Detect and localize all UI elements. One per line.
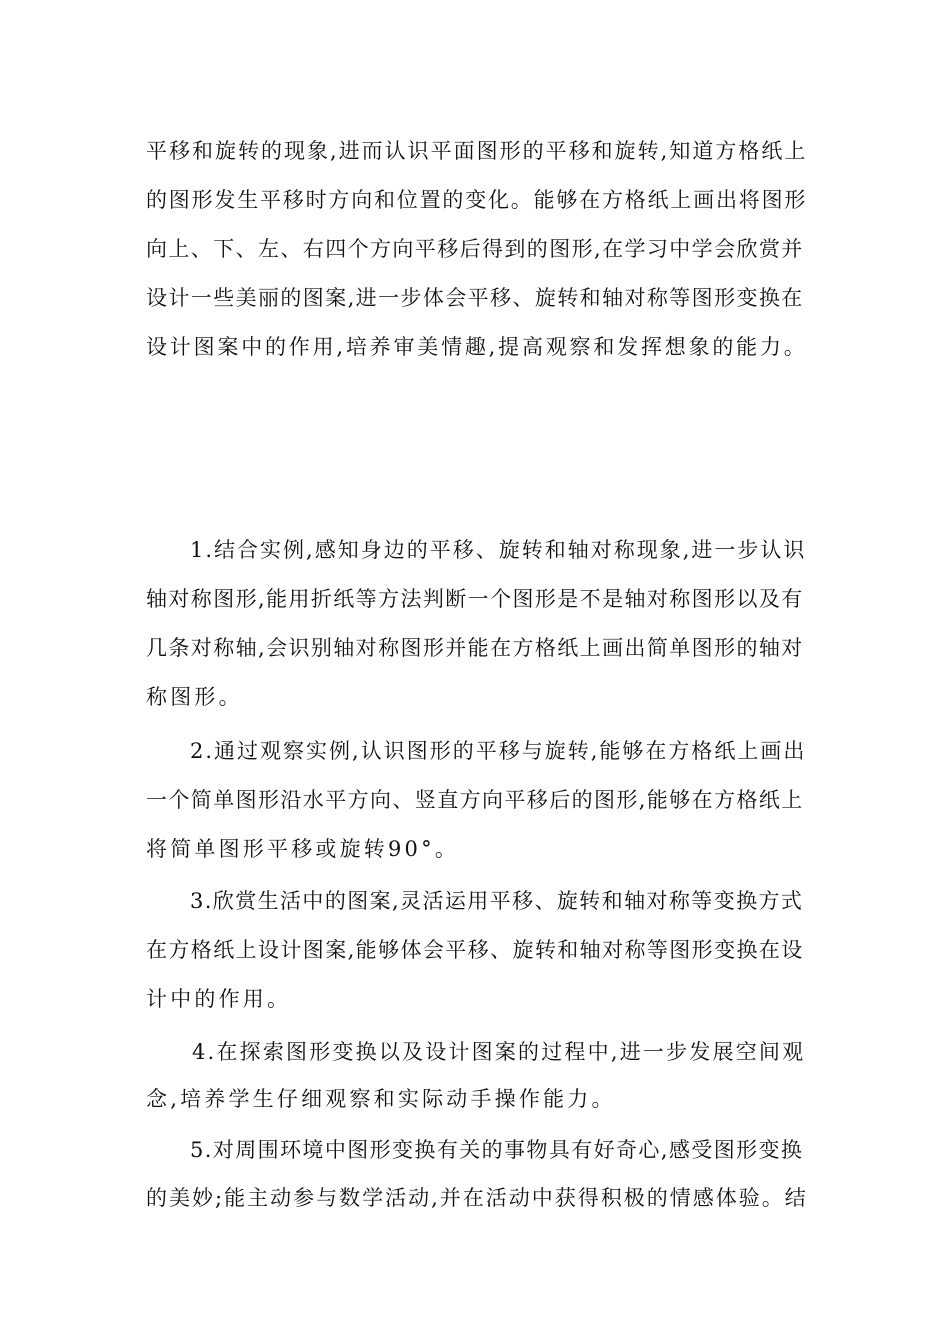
text-line: 称图形。 xyxy=(146,685,243,709)
text-line: 在方格纸上设计图案,能够体会平移、旋转和轴对称等图形变换在设 xyxy=(146,938,804,962)
text-line: 的图形发生平移时方向和位置的变化。能够在方格纸上画出将图形 xyxy=(146,188,808,212)
text-line: 向上、下、左、右四个方向平移后得到的图形,在学习中学会欣赏并 xyxy=(146,237,804,261)
text-line: 一个简单图形沿水平方向、竖直方向平移后的图形,能够在方格纸上 xyxy=(146,788,804,812)
text-line: 念,培养学生仔细观察和实际动手操作能力。 xyxy=(146,1087,616,1111)
text-line: 4.在探索图形变换以及设计图案的过程中,进一步发展空间观 xyxy=(192,1040,806,1064)
text-line: 设计图案中的作用,培养审美情趣,提高观察和发挥想象的能力。 xyxy=(146,335,808,359)
text-line: 的美妙;能主动参与数学活动,并在活动中获得积极的情感体验。结 xyxy=(146,1186,808,1210)
text-line: 几条对称轴,会识别轴对称图形并能在方格纸上画出简单图形的轴对 xyxy=(146,636,804,660)
text-line: 5.对周围环境中图形变换有关的事物具有好奇心,感受图形变换 xyxy=(190,1138,804,1162)
text-line: 3.欣赏生活中的图案,灵活运用平移、旋转和轴对称等变换方式 xyxy=(190,889,804,913)
text-line: 2.通过观察实例,认识图形的平移与旋转,能够在方格纸上画出 xyxy=(190,739,807,763)
text-line: 平移和旋转的现象,进而认识平面图形的平移和旋转,知道方格纸上 xyxy=(146,139,808,163)
text-line: 设计一些美丽的图案,进一步体会平移、旋转和轴对称等图形变换在 xyxy=(146,286,804,310)
text-line: 将简单图形平移或旋转90°。 xyxy=(146,837,460,861)
text-line: 轴对称图形,能用折纸等方法判断一个图形是不是轴对称图形以及有 xyxy=(146,587,804,611)
text-line: 1.结合实例,感知身边的平移、旋转和轴对称现象,进一步认识 xyxy=(190,538,807,562)
text-line: 计中的作用。 xyxy=(146,987,292,1011)
